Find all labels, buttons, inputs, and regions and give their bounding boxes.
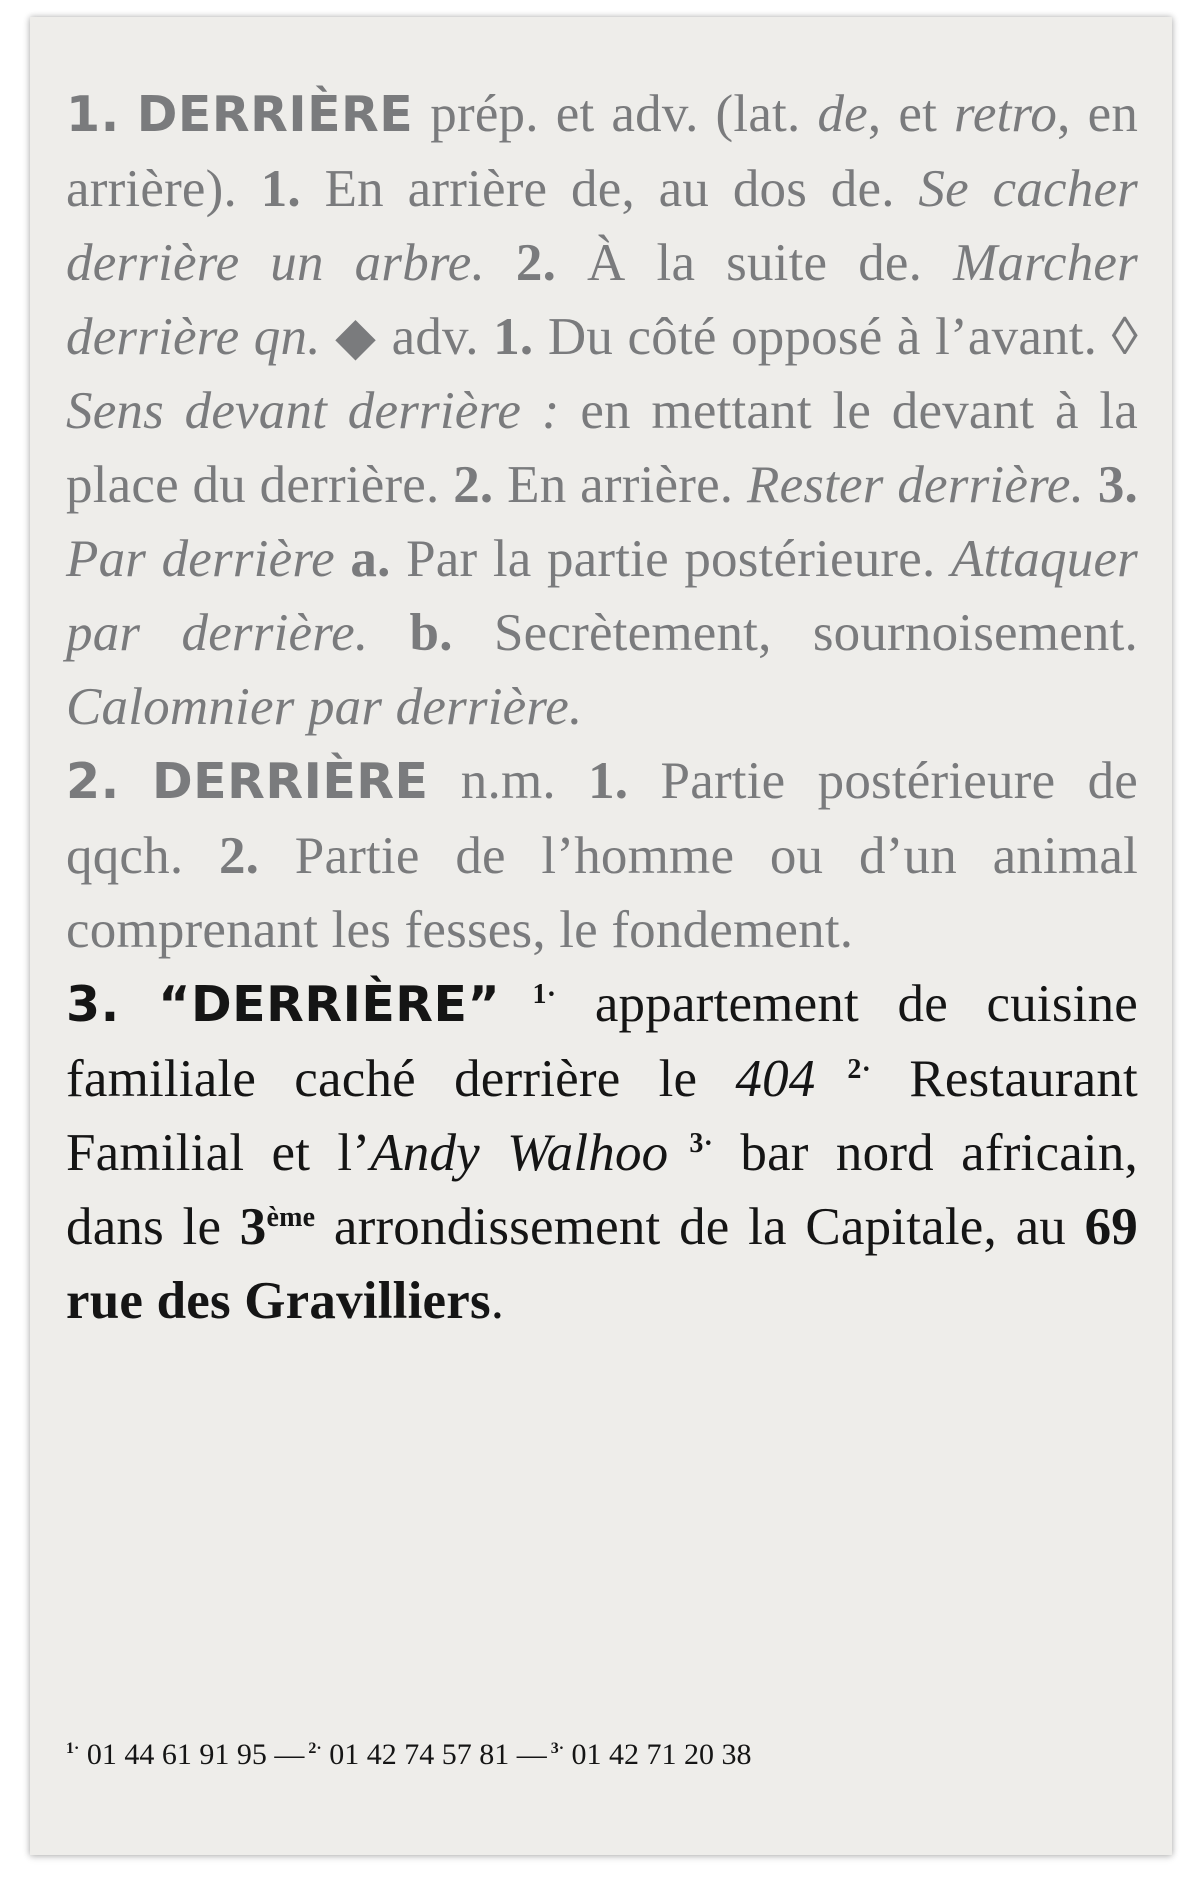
- footer-marker-1: 1·: [66, 1740, 80, 1757]
- entry-1-text: adv.: [391, 308, 494, 366]
- entry-3-text: bar nord africain, dans le: [66, 1124, 1138, 1256]
- entry-2-text: Partie postérieure de qqch.: [66, 752, 1138, 885]
- entry-1-example: Attaquer par derrière.: [66, 530, 1139, 662]
- marker-3: 3·: [668, 1128, 714, 1159]
- separator: —: [516, 1738, 547, 1771]
- entry-3-text: arrondissement de la Capitale, au: [315, 1198, 1085, 1256]
- entry-2-sense-number: 2.: [218, 827, 260, 885]
- entry-1-number: 1.: [66, 86, 120, 143]
- arrondissement-number: 3: [239, 1198, 267, 1256]
- entry-1-italic: Par derrière: [66, 530, 335, 588]
- venue-404: 404: [735, 1050, 816, 1108]
- entry-1-text: Du côté opposé à l’avant. ◊: [533, 308, 1138, 366]
- entry-1-example: Calomnier par derrière.: [66, 678, 583, 736]
- entry-1-example: Rester derrière.: [747, 456, 1085, 514]
- street-address: 69 rue des Gravilliers: [66, 1198, 1138, 1330]
- entry-3-text: Restaurant Familial et l’: [66, 1050, 1138, 1182]
- entry-1-text: , et: [867, 85, 955, 143]
- entry-1-example: Sens devant derrière :: [66, 382, 560, 440]
- separator: —: [274, 1738, 305, 1771]
- entry-2: [66, 744, 1138, 967]
- entry-3-number: 3.: [66, 976, 120, 1033]
- entry-3-headword: “DERRIÈRE”: [158, 976, 501, 1033]
- entry-1-headword: DERRIÈRE: [136, 86, 414, 143]
- entry-1-sense-number: 1.: [260, 160, 301, 218]
- entry-1-example: Marcher derrière qn.: [66, 234, 1138, 366]
- entry-1-sense-number: 3.: [1084, 456, 1139, 514]
- entry-3-text: appartement de cuisine familiale caché derrière le: [66, 975, 1138, 1108]
- business-card: [30, 17, 1172, 1855]
- entry-1-sense-letter: a.: [334, 530, 391, 588]
- entry-1-italic: de: [817, 85, 868, 143]
- entry-1-italic: retro: [954, 85, 1058, 143]
- entry-1-sense-number: 1.: [493, 308, 534, 366]
- phone-2: 01 42 74 57 81: [321, 1738, 517, 1771]
- footer-marker-2: 2·: [304, 1740, 322, 1757]
- entry-1-text: prép. et adv. (lat.: [413, 85, 818, 143]
- entry-2-number: 2.: [66, 753, 120, 810]
- entry-1: [66, 77, 1138, 744]
- arrondissement-suffix: ème: [266, 1202, 316, 1233]
- phone-1: 01 44 61 91 95: [79, 1738, 275, 1771]
- entry-2-sense-number: 1.: [588, 752, 629, 810]
- entry-1-sense-letter: b.: [368, 604, 453, 662]
- diamond-icon: ◆: [320, 308, 392, 366]
- dictionary-entries: [66, 77, 1138, 1338]
- entry-1-sense-number: 2.: [484, 234, 557, 292]
- entry-2-text: n.m.: [428, 752, 589, 810]
- entry-3-text: .: [490, 1272, 505, 1330]
- entry-2-headword: DERRIÈRE: [152, 753, 429, 810]
- venue-andy-walhoo: Andy Walhoo: [370, 1124, 669, 1182]
- marker-2: 2·: [815, 1054, 872, 1085]
- entry-1-text: Secrètement, sournoisement.: [452, 604, 1138, 662]
- marker-1: 1·: [500, 979, 557, 1010]
- entry-3: [66, 967, 1138, 1338]
- entry-2-text: Partie de l’homme ou d’un animal comprenant les fesses, le fondement.: [66, 827, 1138, 959]
- entry-1-text: En arrière de, au dos de.: [300, 160, 919, 218]
- entry-1-text: , en arrière).: [66, 85, 1139, 218]
- entry-1-sense-number: 2.: [453, 456, 494, 514]
- phone-numbers: [66, 1735, 1138, 1775]
- entry-1-text: En arrière.: [493, 456, 747, 514]
- entry-1-text: Par la partie postérieure.: [390, 530, 951, 588]
- phone-3: 01 42 71 20 38: [564, 1738, 752, 1771]
- entry-1-example: Se cacher derrière un arbre.: [66, 160, 1138, 292]
- entry-1-text: À la suite de.: [556, 234, 954, 292]
- entry-1-text: en mettant le devant à la place du derrière.: [66, 382, 1139, 514]
- footer-marker-3: 3·: [546, 1740, 565, 1757]
